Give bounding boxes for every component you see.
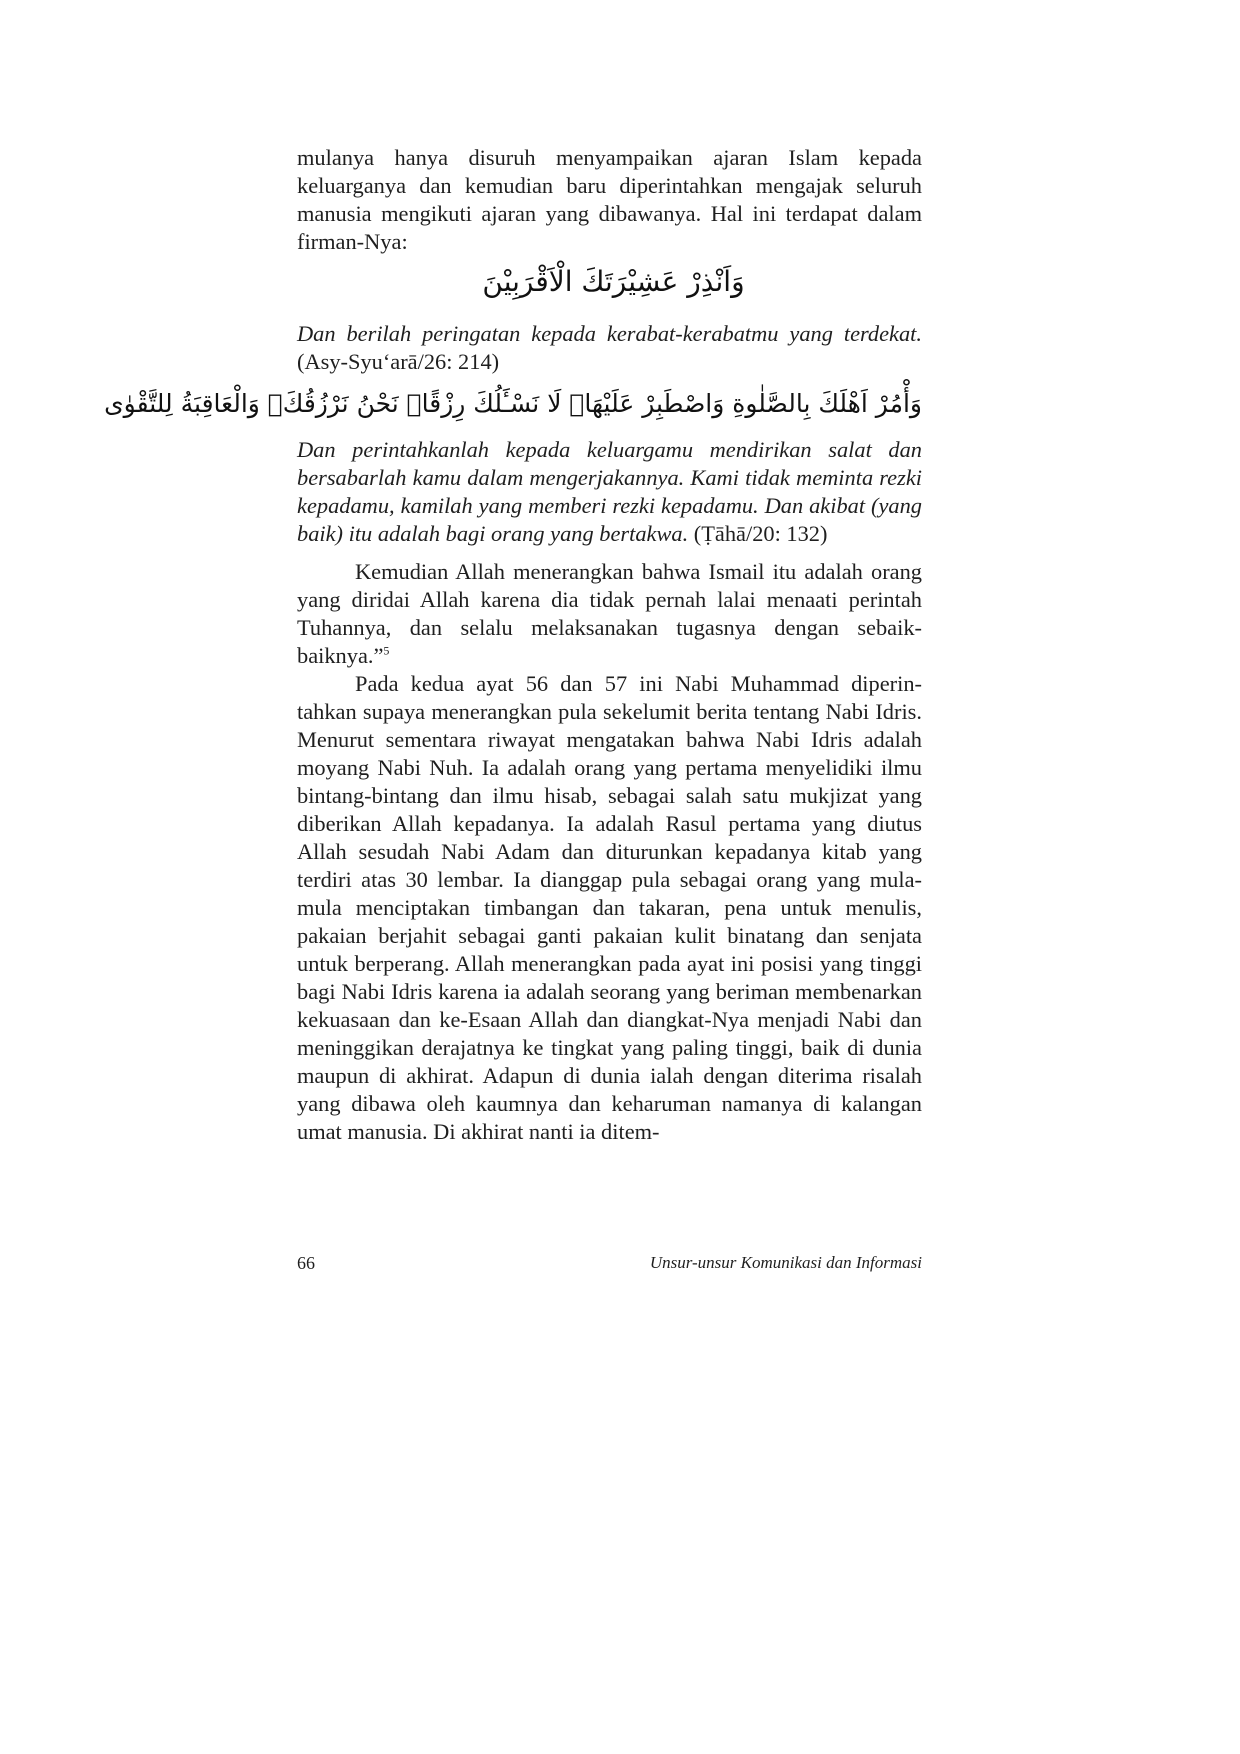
page-footer — [297, 1253, 922, 1277]
paragraph-1: mulanya hanya disuruh menyampaikan ajaran Islam kepada keluarganya dan kemudian baru diperintahkan mengajak seluruh manusia mengikuti ajaran yang dibawanya. Hal ini terdapat dalam firman-Nya: — [297, 145, 922, 254]
verse-2-translation-block — [297, 436, 922, 548]
verse-2-arabic: وَأْمُرْ اَهْلَكَ بِالصَّلٰوةِ وَاصْطَبِرْ عَلَيْهَاۗ لَا نَسْـَٔلُكَ رِزْقًاۗ نَحْنُ نَرْزُقُكَۗ وَالْعَاقِبَةُ لِلتَّقْوٰى — [104, 389, 922, 418]
paragraph-2 — [297, 558, 922, 670]
page-number: 66 — [297, 1253, 315, 1273]
verse-1-translation-block — [297, 320, 922, 376]
verse-1-translation: Dan berilah peringatan kepada kerabat-kerabatmu yang terdekat. — [297, 321, 922, 346]
footnote-marker[interactable]: 5 — [383, 643, 390, 658]
paragraph-3: Pada kedua ayat 56 dan 57 ini Nabi Muhammad diperin-tahkan supaya menerangkan pula sekelumit berita tentang Nabi Idris. Menurut sementara riwayat mengatakan bahwa Nabi Idris adalah moyang Nabi Nuh. Ia adalah orang yang pertama menyelidiki ilmu bintang-bintang dan ilmu hisab, sebagai salah satu mukjizat yang diberikan Allah kepadanya. Ia adalah Rasul pertama yang diutus Allah sesudah Nabi Adam dan diturunkan kepadanya kitab yang terdiri atas 30 lembar. Ia dianggap pula sebagai orang yang mula-mula menciptakan timbangan dan takaran, pena untuk menulis, pakaian berjahit sebagai ganti pakaian kulit binatang dan senjata untuk berperang. Allah menerangkan pada ayat ini posisi yang tinggi bagi Nabi Idris karena ia adalah seorang yang beriman membenarkan kekuasaan dan ke-Esaan Allah dan diangkat-Nya menjadi Nabi dan meninggikan derajatnya ke tingkat yang paling tinggi, baik di dunia maupun di akhirat. Adapun di dunia ialah dengan diterima risalah yang dibawa oleh kaumnya dan keharuman namanya di kalangan umat manusia. Di akhirat nanti ia ditem- — [297, 671, 922, 1144]
verse-2-reference: (Ṭāhā/20: 132) — [688, 521, 828, 546]
verse-1-reference: (Asy-Syu‘arā/26: 214) — [297, 349, 500, 374]
verse-1-arabic: وَاَنْذِرْ عَشِيْرَتَكَ الْاَقْرَبِيْنَ — [482, 265, 745, 298]
paragraph-2-text: Kemudian Allah menerangkan bahwa Ismail itu adalah orang yang diridai Allah karena dia tidak pernah lalai menaati perintah Tuhannya, dan selalu melaksanakan tugasnya dengan sebaik-baiknya.” — [297, 559, 922, 668]
running-title: Unsur-unsur Komunikasi dan Informasi — [649, 1253, 922, 1272]
page-body — [104, 144, 922, 1146]
verse-2-translation: Dan perintahkanlah kepada keluargamu mendirikan salat dan bersabarlah kamu dalam mengerjakannya. Kami tidak meminta rezki kepadamu, kamilah yang memberi rezki kepadamu. Dan akibat (yang baik) itu adalah bagi orang yang bertakwa. — [297, 437, 922, 546]
